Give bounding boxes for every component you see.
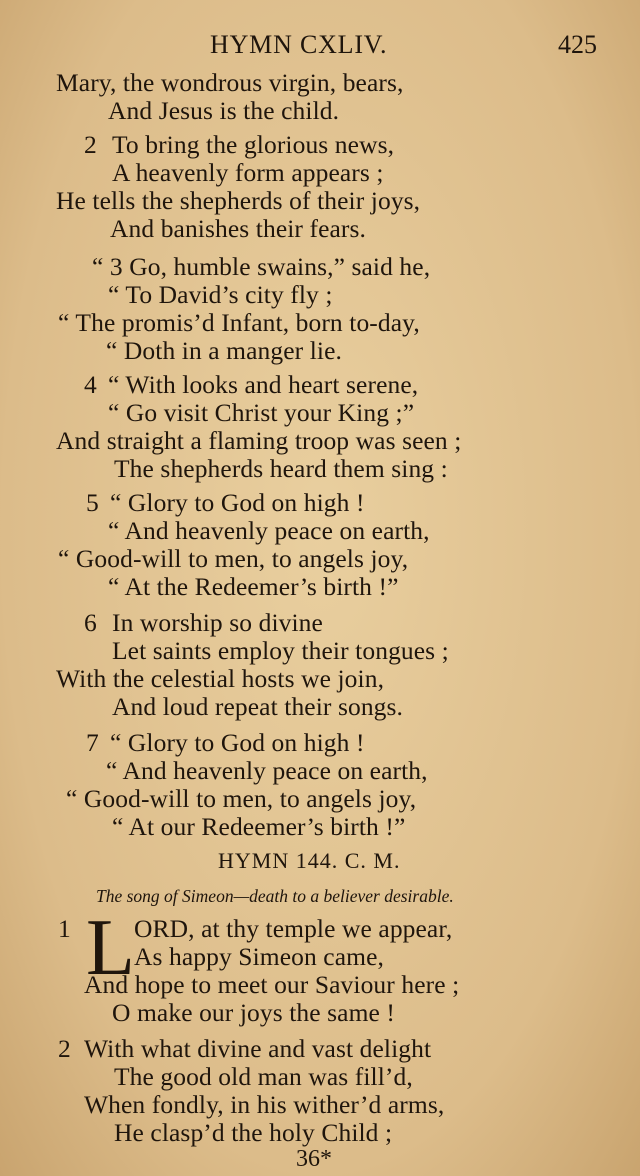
hymn-line: With the celestial hosts we join,: [56, 664, 385, 693]
verse-number: 6: [84, 608, 97, 637]
hymn-line: O make our joys the same !: [112, 998, 396, 1027]
hymn-title: HYMN 144. C. M.: [218, 848, 401, 873]
hymn-line: “ And heavenly peace on earth,: [106, 756, 428, 785]
hymn-line: “ Good-will to men, to angels joy,: [58, 544, 409, 573]
hymn-line: And loud repeat their songs.: [112, 692, 404, 721]
hymn-line: Mary, the wondrous virgin, bears,: [56, 68, 404, 97]
hymn-line: “ 3 Go, humble swains,” said he,: [92, 252, 431, 281]
hymn-line: Let saints employ their tongues ;: [112, 636, 449, 665]
signature-mark: 36*: [296, 1146, 332, 1172]
hymn-line: And Jesus is the child.: [108, 96, 340, 125]
drop-cap: L: [86, 904, 135, 992]
verse-number: 4: [84, 370, 97, 399]
hymn-line: In worship so divine: [112, 608, 323, 637]
hymn-line: To bring the glorious news,: [112, 130, 395, 159]
verse-number: 5: [86, 488, 99, 517]
hymn-line: The good old man was fill’d,: [114, 1062, 413, 1091]
hymn-line: He clasp’d the holy Child ;: [114, 1118, 393, 1147]
hymn-line: “ Doth in a manger lie.: [106, 336, 342, 365]
verse-number: 2: [58, 1034, 71, 1063]
hymn-line: A heavenly form appears ;: [112, 158, 384, 187]
hymn-line: “ And heavenly peace on earth,: [108, 516, 430, 545]
hymn-line: “ The promis’d Infant, born to-day,: [58, 308, 420, 337]
hymn-line: As happy Simeon came,: [134, 942, 384, 971]
hymn-line: And straight a flaming troop was seen ;: [56, 426, 462, 455]
hymn-subtitle: The song of Simeon—death to a believer desirable.: [96, 886, 454, 906]
verse-number: 1: [58, 914, 71, 943]
running-header-title: HYMN CXLIV.: [210, 30, 388, 59]
page-number: 425: [558, 30, 597, 59]
hymn-line: With what divine and vast delight: [84, 1034, 432, 1063]
hymn-line: “ Glory to God on high !: [110, 728, 365, 757]
hymn-line: And hope to meet our Saviour here ;: [84, 970, 460, 999]
hymn-line: “ Good-will to men, to angels joy,: [66, 784, 417, 813]
hymn-line: “ To David’s city fly ;: [108, 280, 333, 309]
hymn-line: And banishes their fears.: [110, 214, 367, 243]
verse-number: 2: [84, 130, 97, 159]
hymn-line: ORD, at thy temple we appear,: [134, 914, 453, 943]
hymn-line: “ With looks and heart serene,: [108, 370, 419, 399]
hymn-line: He tells the shepherds of their joys,: [56, 186, 421, 215]
hymn-line: “ At our Redeemer’s birth !”: [112, 812, 406, 841]
hymn-line: “ Go visit Christ your King ;”: [108, 398, 415, 427]
hymn-line: “ Glory to God on high !: [110, 488, 365, 517]
hymn-line: When fondly, in his wither’d arms,: [84, 1090, 445, 1119]
verse-number: 7: [86, 728, 99, 757]
hymn-line: “ At the Redeemer’s birth !”: [108, 572, 399, 601]
hymn-line: The shepherds heard them sing :: [114, 454, 448, 483]
